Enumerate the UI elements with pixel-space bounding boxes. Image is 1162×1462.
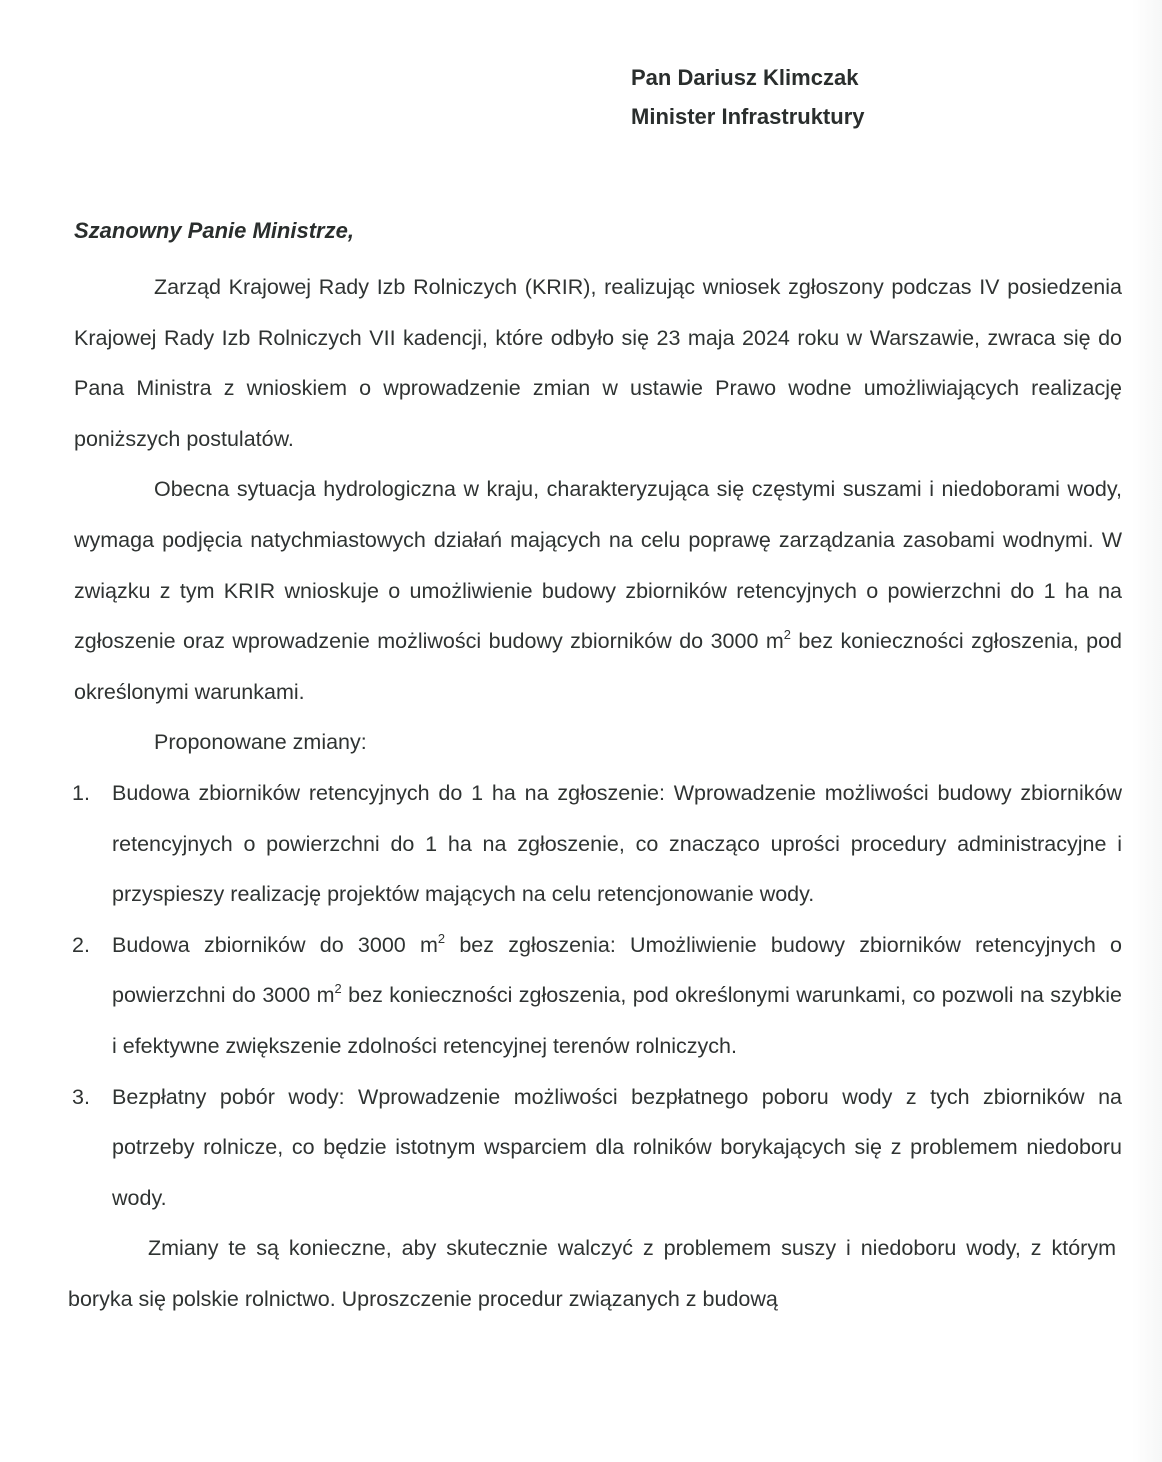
proposal-item [74, 768, 1122, 920]
proposed-changes-heading: Proponowane zmiany: [154, 730, 367, 755]
recipient-title: Minister Infrastruktury [631, 104, 865, 129]
superscript-squared: 2 [334, 981, 342, 997]
salutation: Szanowny Panie Ministrze, [74, 218, 354, 243]
paragraph-situation-text: Obecna sytuacja hydrologiczna w kraju, charakteryzująca się częstymi suszami i niedoborami wody, wymaga podjęcia natychmiastowych działań mających na celu poprawę zarządzania zasobami wodnymi. W związku z tym KRIR wnioskuje o umożliwienie budowy zbiorników retencyjnych o powierzchni do 1 ha na zgłoszenie oraz wprowadzenie możliwości budowy zbiorników do 3000 m [74, 477, 1122, 654]
scan-edge-shadow [1132, 0, 1162, 1462]
paragraph-situation [74, 464, 1122, 717]
recipient-block [631, 58, 865, 136]
proposal-text: Budowa zbiorników retencyjnych do 1 ha na zgłoszenie: Wprowadzenie możliwości budowy zbiorników retencyjnych o powierzchni do 1 ha na zgłoszenie, co znacząco uprości procedury administracyjne i przyspieszy realizację projektów mających na celu retencjonowanie wody. [112, 780, 1122, 907]
proposal-number: 3. [72, 1084, 90, 1109]
proposal-text-part: Budowa zbiorników do 3000 m [112, 932, 438, 957]
proposals-list [74, 768, 1122, 1223]
recipient-name: Pan Dariusz Klimczak [631, 65, 859, 90]
proposal-item [74, 920, 1122, 1072]
proposal-text-part: bez konieczności zgłoszenia, pod określonymi warunkami, co pozwoli na szybkie i efektywne zwiększenie zdolności retencyjnej terenów rolniczych. [112, 983, 1122, 1058]
proposal-text [112, 930, 1122, 1058]
proposal-number: 1. [72, 780, 90, 805]
superscript-squared: 2 [437, 930, 446, 946]
paragraph-closing: Zmiany te są konieczne, aby skutecznie walczyć z problemem suszy i niedoboru wody, z którym boryka się polskie rolnictwo. Uproszczenie procedur związanych z budową [68, 1236, 1116, 1311]
proposal-number: 2. [72, 932, 90, 957]
proposal-text-part: bez zgłoszenia: Umożliwienie budowy zbiorników retencyjnych o powierzchni do 3000 m [112, 932, 1122, 1008]
letter-body [68, 262, 1122, 1324]
superscript-squared: 2 [783, 627, 791, 643]
proposal-text: Bezpłatny pobór wody: Wprowadzenie możliwości bezpłatnego poboru wody z tych zbiorników na potrzeby rolnicze, co będzie istotnym wsparciem dla rolników borykających się z problemem niedoboru wody. [112, 1084, 1122, 1210]
paragraph-intro: Zarząd Krajowej Rady Izb Rolniczych (KRIR), realizując wniosek zgłoszony podczas IV posiedzenia Krajowej Rady Izb Rolniczych VII kadencji, które odbyło się 23 maja 2024 roku w Warszawie, zwraca się do Pana Ministra z wnioskiem o wprowadzenie zmian w ustawie Prawo wodne umożliwiających realizację poniższych postulatów. [74, 275, 1122, 451]
paragraph-situation-text-end: bez konieczności zgłoszenia, pod określonymi warunkami. [74, 629, 1122, 704]
proposal-item [74, 1072, 1122, 1224]
